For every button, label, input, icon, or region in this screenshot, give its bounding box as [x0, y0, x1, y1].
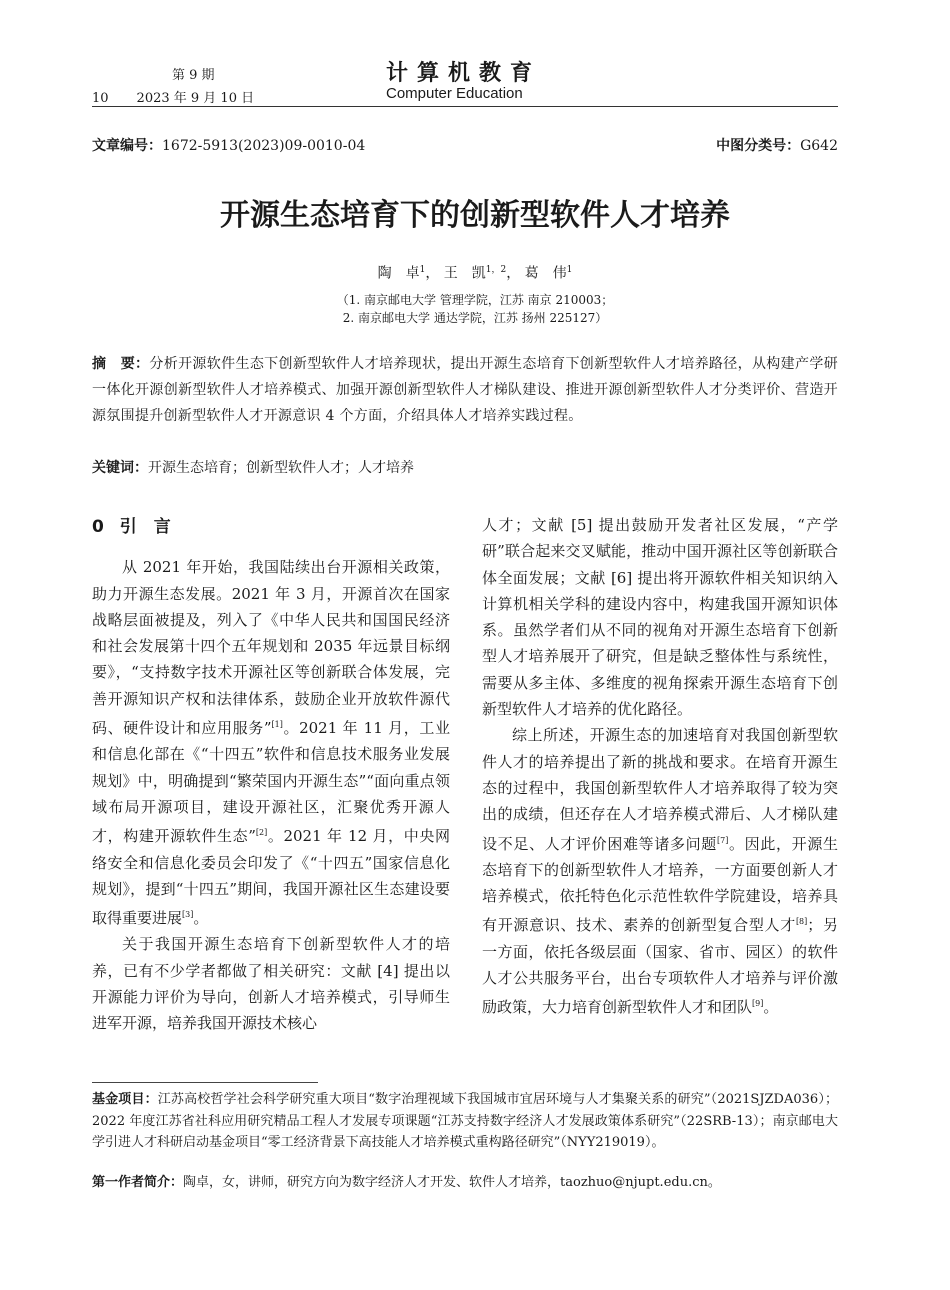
abstract	[92, 351, 838, 429]
paragraph-text: 。2021 年 11 月，工业和信息化部在《“十四五”软件和信息技术服务业发展规划》中，明确提到“繁荣国内开源生态”“面向重点领域布局开源项目，建设开源社区，汇聚优秀开源人才，构建开源软件生态”	[92, 719, 450, 846]
article-number-value: 1672-5913(2023)09-0010-04	[162, 138, 366, 154]
citation: [1]	[271, 720, 283, 730]
paragraph-text: 。	[193, 909, 209, 928]
issue-date: 2023 年 9 月 10 日	[136, 91, 255, 106]
bio-label: 第一作者简介：	[92, 1175, 184, 1190]
citation: [9]	[752, 999, 764, 1009]
classification-label: 中图分类号：	[716, 138, 801, 154]
keywords-text: 开源生态培育；创新型软件人才；人才培养	[148, 460, 414, 476]
citation: [7]	[716, 835, 729, 845]
paragraph-text: 从 2021 年开始，我国陆续出台开源相关政策，助力开源生态发展。2021 年 3 月，开源首次在国家战略层面被提及，列入了《中华人民共和国国民经济和社会发展第十四个五年规划和 2035 年远景目标纲要》，“支持数字技术开源社区等创新联合体发展，完善开源知识产权和法律体系，鼓励企业开放软件源代码、硬件设计和应用服务”	[92, 558, 450, 738]
section-heading	[92, 514, 450, 540]
body-column-left	[92, 512, 450, 1037]
body-paragraph	[92, 554, 450, 931]
funding-text: 江苏高校哲学社会科学研究重大项目“数字治理视域下我国城市宜居环境与人才集聚关系的研究”（2021SJZDA036）；2022 年度江苏省社科应用研究精品工程人才发展专项课题“江苏支持数字经济人才发展政策体系研究”（22SRB-13）；南京邮电大学引进人才科研启动基金项目“零工经济背景下高技能人才培养模式重构路径研究”（NYY219019）。	[92, 1092, 838, 1150]
author-affil-mark: 1	[419, 265, 426, 275]
section-number: 0	[92, 517, 104, 537]
footnote-rule	[92, 1082, 318, 1083]
author-bio	[92, 1173, 838, 1193]
bio-text: 陶卓，女，讲师，研究方向为数字经济人才开发、软件人才培养，taozhuo@njupt.edu.cn。	[183, 1175, 721, 1190]
issue-number: 第 9 期	[172, 68, 215, 83]
paragraph-text: ；另一方面，依托各级层面（国家、省市、园区）的软件人才公共服务平台，出台专项软件人才培养与评价激励政策，大力培育创新型软件人才和团队	[482, 916, 838, 1017]
author-name: 王 凯	[443, 265, 486, 282]
body-paragraph: 关于我国开源生态培育下创新型软件人才的培养，已有不少学者都做了相关研究：文献 [4] 提出以开源能力评价为导向，创新人才培养模式，引导师生进军开源，培养我国开源技术核心	[92, 935, 450, 1033]
section-title: 引 言	[119, 517, 171, 537]
author-name: 葛 伟	[524, 265, 567, 282]
body-paragraph	[482, 722, 838, 1020]
affiliations	[0, 291, 950, 327]
author-name: 陶 卓	[377, 265, 420, 282]
funding-note	[92, 1089, 838, 1154]
classification-value: G642	[800, 138, 838, 154]
author-affil-mark: 1，2	[485, 265, 507, 275]
abstract-label: 摘 要：	[92, 356, 150, 372]
article-number	[92, 135, 365, 155]
author-list: 陶 卓$^1$， 王 凯$^{1,2}$， 葛 伟$^1$	[377, 265, 573, 282]
author-affil-mark: 1	[566, 265, 573, 275]
paragraph-text: 。	[763, 998, 779, 1017]
classification-number	[716, 135, 838, 155]
affiliation-line: （1. 南京邮电大学 管理学院，江苏 南京 210003；	[336, 293, 614, 307]
paper-title: 开源生态培育下的创新型软件人才培养	[220, 198, 730, 233]
citation: [3]	[182, 910, 194, 920]
citation: [2]	[255, 828, 268, 838]
keywords	[92, 457, 414, 477]
journal-title: 计算机教育	[386, 61, 542, 86]
paragraph-text: 综上所述，开源生态的加速培育对我国创新型软件人才的培养提出了新的挑战和要求。在培育开源生态的过程中，我国创新型软件人才培养取得了较为突出的成绩，但还存在人才培养模式滞后、人才梯队建设不足、人才评价困难等诸多问题	[482, 726, 838, 853]
affiliation-line: 2. 南京邮电大学 通达学院，江苏 扬州 225127）	[342, 311, 608, 325]
header-page-date	[92, 87, 282, 106]
body-column-right	[482, 512, 838, 1021]
abstract-text: 分析开源软件生态下创新型软件人才培养现状，提出开源生态培育下创新型软件人才培养路径，从构建产学研一体化开源创新型软件人才培养模式、加强开源创新型软件人才梯队建设、推进开源创新型软件人才分类评价、营造开源氛围提升创新型软件人才开源意识 4 个方面，介绍具体人才培养实践过程。	[92, 356, 838, 424]
article-number-label: 文章编号：	[92, 138, 162, 154]
paragraph-text: 。因此，开源生态培育下的创新型软件人才培养，一方面要创新人才培养模式，依托特色化示范性软件学院建设，培养具有开源意识、技术、素养的创新型复合型人才	[482, 834, 838, 935]
paragraph-text: 。2021 年 12 月，中央网络安全和信息化委员会印发了《“十四五”国家信息化规划》，提到“十四五”期间，我国开源社区生态建设要取得重要进展	[92, 827, 450, 928]
funding-label: 基金项目：	[92, 1092, 158, 1107]
body-paragraph-continued: 人才；文献 [5] 提出鼓励开发者社区发展，“产学研”联合起来交叉赋能，推动中国开源社区等创新联合体全面发展；文献 [6] 提出将开源软件相关知识纳入计算机相关学科的建设内容中，构建我国开源知识体系。虽然学者们从不同的视角对开源生态培育下创新型人才培养展开了研究，但是缺乏整体性与系统性，需要从多主体、多维度的视角探索开源生态培育下创新型软件人才培养的优化路径。	[482, 516, 838, 719]
page-number: 10	[92, 91, 109, 106]
keywords-label: 关键词：	[92, 460, 148, 476]
citation: [8]	[795, 917, 808, 927]
header-rule	[92, 106, 838, 107]
journal-title-en: Computer Education	[386, 85, 523, 102]
